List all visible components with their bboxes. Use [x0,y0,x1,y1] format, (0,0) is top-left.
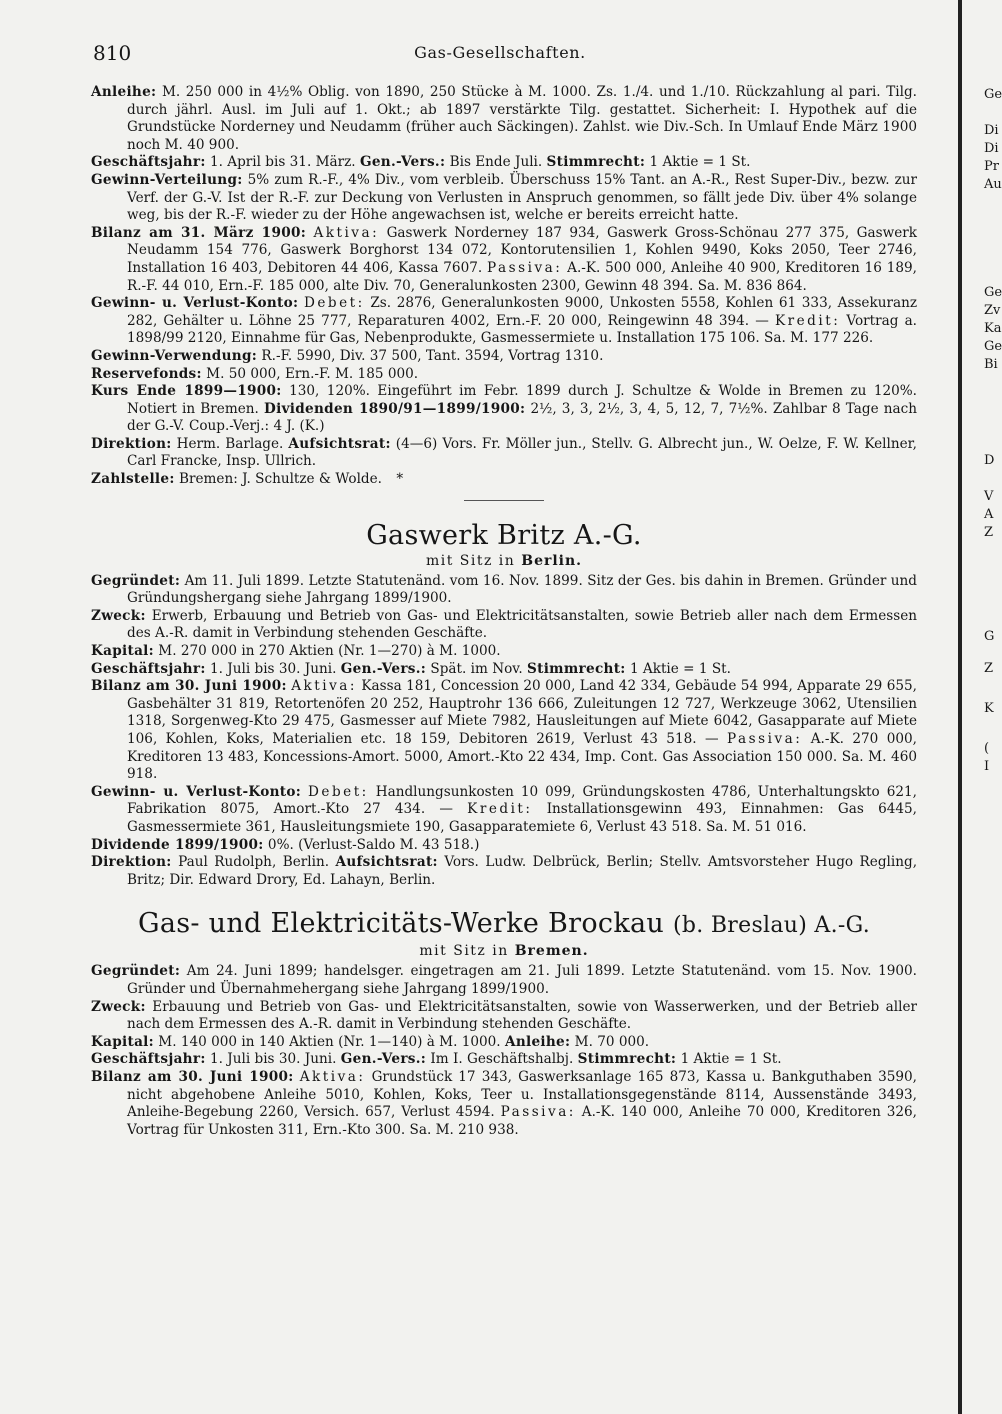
label: Passiva: [727,731,803,747]
label: Anleihe: [504,1033,571,1050]
value: Kassa 181, Concession 20 000, Land 42 334, Gebäude 54 994, Apparate 29 655, Gasbehälter 31 819, Retortenöfen 20 252, Hauptrohr 136 666, Zuleitungen 12 727, Werkzeuge 3062, Utensilien 1318, Sorgenweg-Kto 29 475, Gasmesser auf Miete 7982, Hausleitungen auf Miete 6042, Gasapparate auf Miete 106, Kohlen, Koks, Materialien etc. 18 159, Debitoren 2619, Verlust 43 518. — [127,678,918,747]
value: Erwerb, Erbauung und Betrieb von Gas- und Elektricitätsanstalten, sowie Betrieb aller nach dem Ermessen des A.-R. damit in Verbindung stehenden Geschäfte. [127,607,917,642]
entry2-gegruendet [91,573,917,608]
value: 130, 120%. Eingeführt im Febr. 1899 durch J. Schultze & Wolde in Bremen zu 120%. Notiert in Bremen. [127,383,917,417]
margin-fragment: V [984,489,994,504]
label: Kapital: [91,643,154,660]
label: Kapital: [91,1033,154,1050]
value: Im I. Geschäftshalbj. [430,1051,574,1068]
value: R.-F. 5990, Div. 37 500, Tant. 3594, Vortrag 1310. [261,347,604,364]
label: Aktiva: [291,678,357,695]
company-title: Gaswerk Britz A.-G. [366,519,642,551]
entry3-kapital [91,1034,917,1052]
entry1-direktion [91,436,917,471]
value: M. 50 000, Ern.-F. M. 185 000. [206,365,419,382]
page-edge-divider [958,0,962,1414]
margin-fragment: Z [984,525,994,540]
label: Aufsichtsrat: [335,854,438,871]
margin-fragment: Ge [984,339,1002,354]
label: Bilanz am 31. März 1900: [91,224,307,241]
label: Kurs Ende 1899—1900: [91,383,282,400]
label: Stimmrecht: [527,660,626,677]
label: Zweck: [91,998,146,1015]
entry2-guv [91,784,917,837]
entry1-kurs [91,383,917,436]
entry3-gegruendet [91,963,917,998]
entry2-geschaeftsjahr [91,661,917,679]
company-name: Gas- und Elektricitäts-Werke Brockau [137,908,665,940]
label: Gewinn-Verwendung: [91,347,258,364]
label: Passiva: [500,1104,576,1121]
margin-fragment: Di [984,123,999,138]
label: Reservefonds: [91,365,202,382]
margin-fragment: Z [984,661,994,676]
value: Herm. Barlage. [176,435,284,452]
entry3-bilanz [91,1069,917,1139]
label: Bilanz am 30. Juni 1900: [91,1068,294,1085]
value: Am 11. Juli 1899. Letzte Statutenänd. vom 16. Nov. 1899. Sitz der Ges. bis dahin in Bremen. Gründer und Gründungshergang siehe Jahrgang 1899/1900. [127,572,917,607]
value: A.-K. 140 000, Anleihe 70 000, Kreditoren 326, Vortrag für Unkosten 311, Ern.-Kto 300. Sa. M. 210 938. [127,1104,918,1138]
value: Spät. im Nov. [430,660,523,677]
entry3-zweck [91,999,917,1034]
label: Gewinn- u. Verlust-Konto: [91,295,299,312]
page-body [91,84,917,1139]
seat-prefix: mit Sitz in [419,943,509,960]
label: Aufsichtsrat: [288,435,391,452]
label: Gewinn- u. Verlust-Konto: [91,783,302,800]
label: Debet: [308,783,369,800]
running-head: Gas-Gesellschaften. [414,43,586,62]
label: Direktion: [91,435,172,452]
entry1-geschaeftsjahr [91,154,917,172]
page-number: 810 [93,41,132,65]
value: A.-K. 270 000, Kreditoren 13 483, Koncessions-Amort. 5000, Amort.-Kto 22 434, Imp. Cont. Gas Association 150 000. Sa. M. 460 918. [127,731,917,783]
label: Gegründet: [91,963,181,980]
value: 1 Aktie = 1 St. [629,660,731,677]
margin-fragment: Au [984,177,1002,192]
label: Aktiva: [299,1068,366,1085]
value: Erbauung und Betrieb von Gas- und Elektricitätsanstalten, sowie von Wasserwerken, und der Betrieb aller nach dem Ermessen des A.-R. damit in Verbindung stehenden Geschäfte. [127,998,917,1033]
company-title [91,907,917,943]
value: 1. Juli bis 30. Juni. [209,1051,337,1068]
entry2-bilanz [91,678,917,784]
value: (4—6) Vors. Fr. Möller jun., Stellv. G. Albrecht jun., W. Oelze, F. W. Kellner, Carl Francke, Insp. Ullrich. [127,435,918,470]
value: 2½, 3, 3, 2½, 3, 4, 5, 12, 7, 7½%. Zahlbar 8 Tage nach der G.-V. Coup.-Verj.: 4 J. (K.) [127,400,917,435]
asterisk: * [396,471,404,488]
label: Geschäftsjahr: [91,660,206,677]
margin-fragment: Ge [984,285,1002,300]
value: M. 140 000 in 140 Aktien (Nr. 1—140) à M. 1000. [158,1033,501,1050]
label: Aktiva: [313,224,380,241]
label: Stimmrecht: [546,154,646,171]
entry2-direktion [91,854,917,889]
margin-fragment: K [984,701,994,716]
value: Paul Rudolph, Berlin. [178,854,330,871]
section-divider [464,500,544,501]
entry1-gewinn-verteilung [91,172,917,225]
label: Kredit: [774,312,841,329]
label: Geschäftsjahr: [91,154,206,171]
entry1-bilanz [91,225,917,295]
company-seat [91,553,917,569]
entry1-guv [91,295,917,348]
label: Anleihe: [91,84,157,100]
value: M. 270 000 in 270 Aktien (Nr. 1—270) à M. 1000. [158,643,501,660]
margin-fragment: Di [984,141,999,156]
value: Bis Ende Juli. [449,154,543,171]
label: Gen.-Vers.: [340,660,427,677]
value: 5% zum R.-F., 4% Div., vom verbleib. Überschuss 15% Tant. an A.-R., Rest Super-Div., bezw. zur Verf. der G.-V. Ist der R.-F. zur Deckung von Verlusten in Anspruch genommen, so fällt jede Div. über 4% solange weg, bis der R.-F. wieder zu der Höhe angewachsen ist, welche er bereits erreicht hatte. [127,171,917,224]
value: Handlungsunkosten 10 099, Gründungskosten 4786, Unterhaltungskto 621, Fabrikation 8075, Amort.-Kto 27 434. — [127,783,917,818]
value: 0%. (Verlust-Saldo M. 43 518.) [267,836,480,853]
label: Passiva: [487,259,563,276]
margin-fragment: Pr [984,159,999,174]
label: Gen.-Vers.: [340,1051,427,1068]
entry2-dividende [91,837,917,855]
label: Gen.-Vers.: [359,154,446,171]
entry2-zweck [91,608,917,643]
label: Bilanz am 30. Juni 1900: [91,678,287,695]
entry1-zahlstelle [91,471,917,489]
value: M. 250 000 in 4½% Oblig. von 1890, 250 Stücke à M. 1000. Zs. 1./4. und 1./10. Rückzahlung al pari. Tilg. durch jährl. Ausl. im Juli auf 1. Okt.; ab 1897 verstärkte Tilg. gestattet. Sicherheit: I. Hypothek auf die Grundstücke Norderney und Neudamm (früher auch Säckingen). Zahlst. wie Div.-Sch. In Umlauf Ende März 1900 noch M. 40 900. [127,84,917,153]
margin-fragment: Zv [984,303,1001,318]
adjacent-page-fragment [980,0,1000,1414]
value: M. 70 000. [574,1033,650,1050]
value: Vors. Ludw. Delbrück, Berlin; Stellv. Amtsvorsteher Hugo Regling, Britz; Dir. Edward Drory, Ed. Lahayn, Berlin. [127,854,918,888]
value: Installationsgewinn 493, Einnahmen: Gas 6445, Gasmessermiete 361, Hausleitungsmiete 190, Gasapparatemiete 6, Verlust 43 518. Sa. M. 51 016. [127,801,917,835]
margin-fragment: D [984,453,995,468]
margin-fragment: Ka [984,321,1002,336]
value: A.-K. 500 000, Anleihe 40 900, Kreditoren 16 189, R.-F. 44 010, Ern.-F. 185 000, alte Div. 70, Generalunkosten 2300, Gewinn 48 394. Sa. M. 836 864. [127,259,917,294]
seat-city: Bremen. [514,943,589,960]
value: 1 Aktie = 1 St. [680,1051,782,1068]
margin-fragment: Ge [984,87,1002,102]
label: Zweck: [91,607,146,624]
value: Gaswerk Norderney 187 934, Gaswerk Gross-Schönau 277 375, Gaswerk Neudamm 154 776, Gaswerk Borghorst 134 072, Kontorutensilien 1, Kohlen 9490, Koks 2050, Teer 2746, Installation 16 403, Debitoren 44 406, Kassa 7607. [127,224,917,276]
margin-fragment: Bi [984,357,998,372]
company-seat [91,943,917,959]
seat-city: Berlin. [521,552,583,569]
value: Grundstück 17 343, Gaswerksanlage 165 873, Kassa u. Bankguthaben 3590, nicht abgehobene Anleihe 5010, Kohlen, Koks, Teer u. Installationsgegenstände 8114, Aussenstände 3493, Anleihe-Begebung 2260, Versich. 657, Verlust 4594. [127,1068,918,1121]
entry1-anleihe [91,84,917,154]
entry3-geschaeftsjahr [91,1051,917,1069]
margin-fragment: ( [984,741,990,756]
entry2-kapital [91,643,917,661]
label: Dividenden 1890/91—1899/1900: [264,400,526,417]
seat-prefix: mit Sitz in [425,552,516,569]
label: Gewinn-Verteilung: [91,171,243,188]
value: 1. Juli bis 30. Juni. [209,660,337,677]
label: Debet: [303,295,365,312]
label: Direktion: [91,854,172,871]
value: Zs. 2876, Generalunkosten 9000, Unkosten 5558, Kohlen 61 333, Assekuranz 282, Gehälter u. Löhne 25 777, Reparaturen 4002, Ern.-F. 20 000, Reingewinn 48 394. — [127,295,917,329]
value: 1. April bis 31. März. [209,154,356,171]
margin-fragment: G [984,629,995,644]
label: Dividende 1899/1900: [91,836,264,853]
value: Vortrag a. 1898/99 2120, Einnahme für Gas, Nebenprodukte, Gasmessermiete u. Installation 175 106. Sa. M. 177 226. [127,312,917,347]
label: Kredit: [467,801,533,818]
value: Bremen: J. Schultze & Wolde. [178,471,382,488]
label: Stimmrecht: [577,1051,677,1068]
label: Gegründet: [91,572,181,589]
margin-fragment: I [984,759,990,774]
value: 1 Aktie = 1 St. [649,154,751,171]
value: Am 24. Juni 1899; handelsger. eingetragen am 21. Juli 1899. Letzte Statutenänd. vom 15. Nov. 1900. Gründer und Übernahmehergang siehe Jahrgang 1899/1900. [127,963,917,997]
margin-fragment: A [984,507,994,522]
company-name-suffix: (b. Breslau) A.-G. [672,913,871,939]
label: Geschäftsjahr: [91,1051,206,1068]
entry1-gewinn-verwendung [91,348,917,366]
entry1-reservefonds [91,366,917,384]
label: Zahlstelle: [91,471,175,488]
